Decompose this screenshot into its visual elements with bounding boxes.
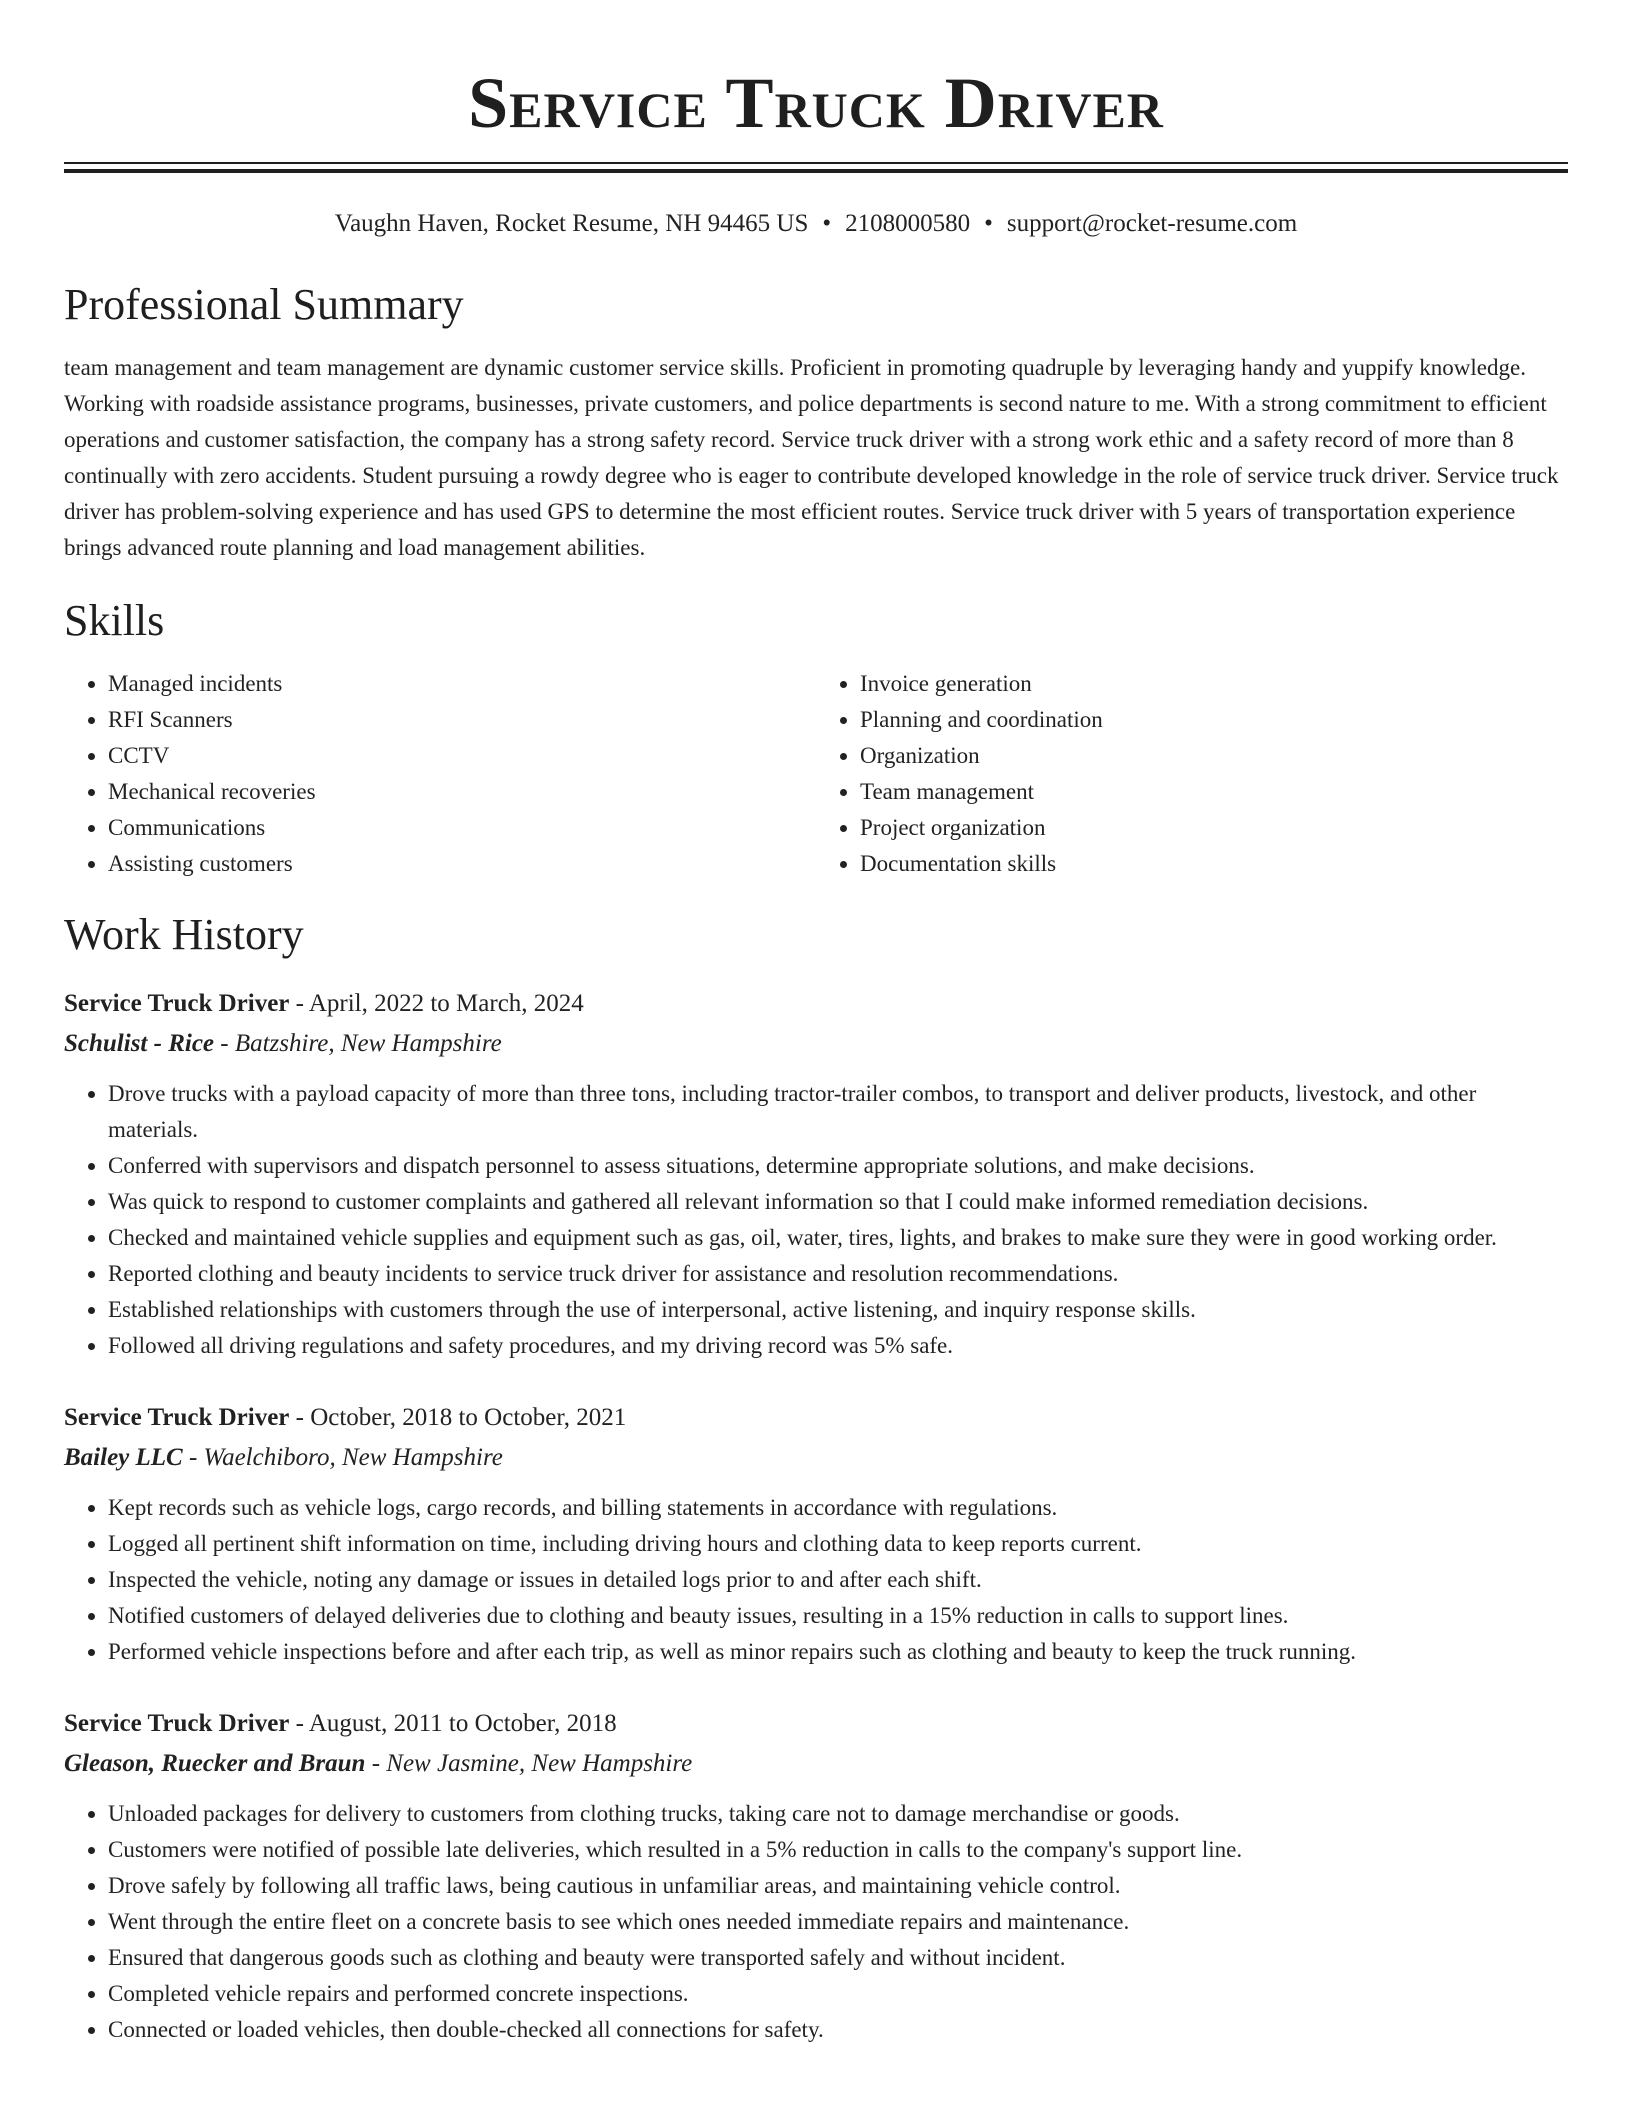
job-duty: • Established relationships with customers through the use of interpersonal, active listening, and inquiry response skills. [108,1292,1568,1328]
skill-item: • Communications [108,810,816,846]
skill-item: • Assisting customers [108,846,816,882]
contact-address: Vaughn Haven, Rocket Resume, NH 94465 US [334,210,809,237]
skills-column-right [816,666,1568,882]
contact-separator: • [984,210,993,237]
skill-item: • Project organization [860,810,1568,846]
contact-email: support@rocket-resume.com [1006,210,1298,237]
contact-phone: 2108000580 [845,210,971,237]
job-role: Service Truck Driver [64,990,290,1017]
summary-text: team management and team management are dynamic customer service skills. Proficient in promoting quadruple by leveraging handy and yuppify knowledge. Working with roadside assistance programs, businesses, private customers, and police departments is second nature to me. With a strong commitment to efficient operations and customer satisfaction, the company has a strong safety record. Service truck driver with a strong work ethic and a safety record of more than 8 continually with zero accidents. Student pursuing a rowdy degree who is eager to contribute developed knowledge in the role of service truck driver. Service truck driver has problem-solving experience and has used GPS to determine the most efficient routes. Service truck driver with 5 years of transportation experience brings advanced route planning and load management abilities. [64,355,1559,560]
job-title-line [64,984,1568,1024]
skill-item: • Team management [860,774,1568,810]
contact-line [64,208,1568,240]
job-duty: • Checked and maintained vehicle supplies and equipment such as gas, oil, water, tires, lights, and brakes to make sure they were in good working order. [108,1220,1568,1256]
job-duty: • Completed vehicle repairs and performed concrete inspections. [108,1976,1568,2012]
skill-item: • Organization [860,738,1568,774]
job-duty: • Kept records such as vehicle logs, cargo records, and billing statements in accordance with regulations. [108,1490,1568,1526]
job-entry [64,1398,1568,1670]
skill-item: • RFI Scanners [108,702,816,738]
job-dates: - August, 2011 to October, 2018 [295,1710,617,1737]
job-company: Schulist - Rice [64,1030,215,1057]
skill-item: • Planning and coordination [860,702,1568,738]
job-entry [64,1704,1568,2048]
job-duty: • Drove safely by following all traffic laws, being cautious in unfamiliar areas, and maintaining vehicle control. [108,1868,1568,1904]
job-duty: • Ensured that dangerous goods such as clothing and beauty were transported safely and without incident. [108,1940,1568,1976]
job-company: Bailey LLC [64,1444,183,1471]
job-duty: • Connected or loaded vehicles, then double-checked all connections for safety. [108,2012,1568,2048]
job-duty: • Logged all pertinent shift information on time, including driving hours and clothing data to keep reports current. [108,1526,1568,1562]
summary-heading: Professional Summary [64,280,464,329]
job-company: Gleason, Ruecker and Braun [64,1750,366,1777]
job-title-line [64,1398,1568,1438]
job-role: Service Truck Driver [64,1404,290,1431]
job-duty: • Inspected the vehicle, noting any damage or issues in detailed logs prior to and after each shift. [108,1562,1568,1598]
job-company-line [64,1438,1568,1478]
job-duties [64,1076,1568,1364]
job-location: - Waelchiboro, New Hampshire [188,1444,503,1471]
job-location: - Batzshire, New Hampshire [220,1030,502,1057]
job-role: Service Truck Driver [64,1710,290,1737]
job-title-line [64,1704,1568,1744]
skill-item: • Documentation skills [860,846,1568,882]
job-company-line [64,1744,1568,1784]
job-duty: • Went through the entire fleet on a concrete basis to see which ones needed immediate repairs and maintenance. [108,1904,1568,1940]
job-duty: • Reported clothing and beauty incidents to service truck driver for assistance and resolution recommendations. [108,1256,1568,1292]
skills-heading: Skills [64,596,165,645]
title-divider [64,162,1568,173]
skills-grid [64,666,1568,882]
skill-item: • CCTV [108,738,816,774]
skill-item: • Mechanical recoveries [108,774,816,810]
job-location: - New Jasmine, New Hampshire [371,1750,693,1777]
job-duty: • Conferred with supervisors and dispatch personnel to assess situations, determine appropriate solutions, and make decisions. [108,1148,1568,1184]
job-duties [64,1490,1568,1670]
job-duty: • Customers were notified of possible late deliveries, which resulted in a 5% reduction in calls to the company's support line. [108,1832,1568,1868]
job-duty: • Notified customers of delayed deliveries due to clothing and beauty issues, resulting in a 15% reduction in calls to support lines. [108,1598,1568,1634]
skill-item: • Invoice generation [860,666,1568,702]
resume-title: Service Truck Driver [468,63,1164,143]
skills-column-left [64,666,816,882]
work-history-heading: Work History [64,910,304,959]
skill-item: • Managed incidents [108,666,816,702]
job-duty: • Unloaded packages for delivery to customers from clothing trucks, taking care not to damage merchandise or goods. [108,1796,1568,1832]
job-duty: • Followed all driving regulations and safety procedures, and my driving record was 5% safe. [108,1328,1568,1364]
contact-separator: • [822,210,832,237]
job-entry [64,984,1568,1364]
job-duty: • Performed vehicle inspections before and after each trip, as well as minor repairs such as clothing and beauty to keep the truck running. [108,1634,1568,1670]
job-dates: - October, 2018 to October, 2021 [295,1404,627,1431]
job-duties [64,1796,1568,2048]
job-company-line [64,1024,1568,1064]
job-dates: - April, 2022 to March, 2024 [295,990,584,1017]
job-duty: • Drove trucks with a payload capacity of more than three tons, including tractor-trailer combos, to transport and deliver products, livestock, and other materials. [108,1076,1568,1148]
job-duty: • Was quick to respond to customer complaints and gathered all relevant information so that I could make informed remediation decisions. [108,1184,1568,1220]
